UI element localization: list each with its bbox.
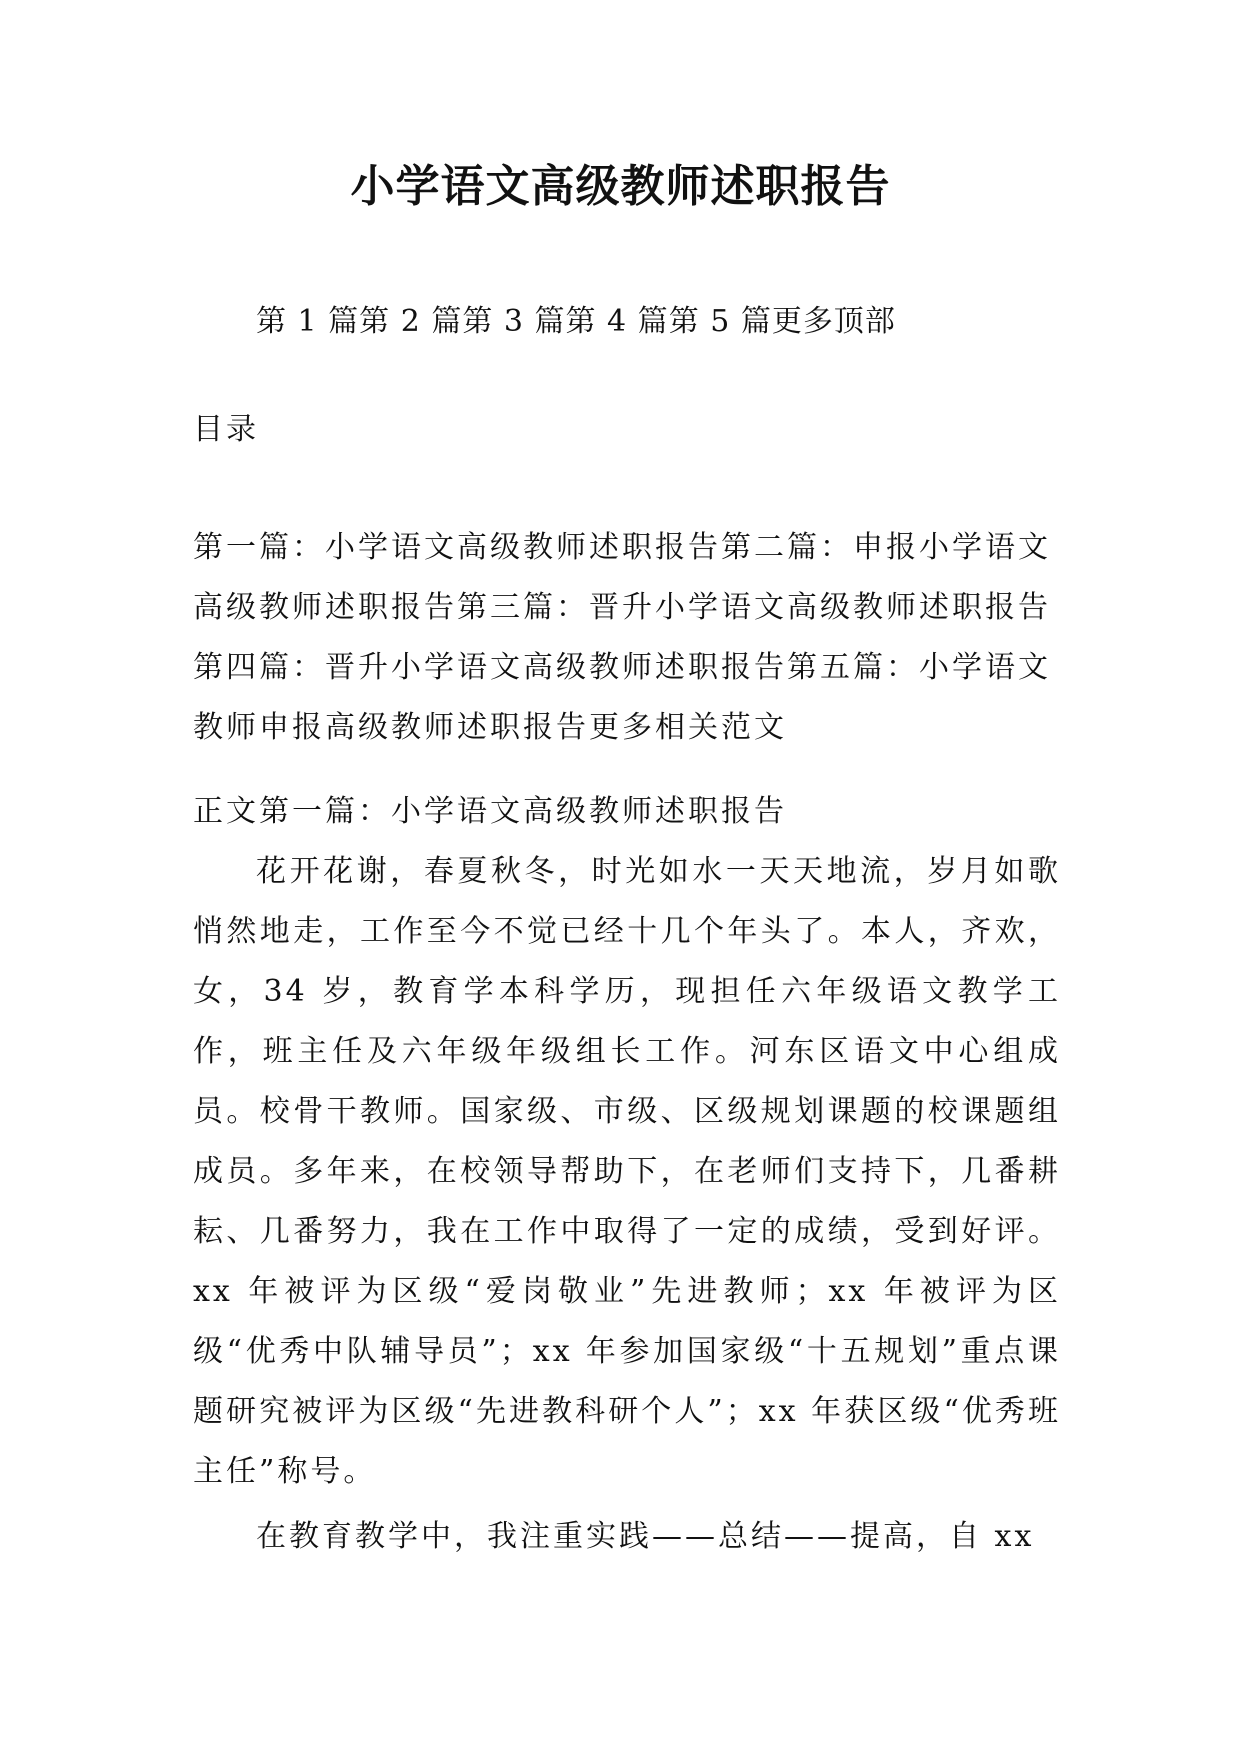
nav-link-more[interactable]: 更多	[771, 304, 834, 339]
nav-link-top[interactable]: 顶部	[833, 304, 896, 339]
body-paragraph: 花开花谢，春夏秋冬，时光如水一天天地流，岁月如歌悄然地走，工作至今不觉已经十几个年头了。本人，齐欢，女，34 岁，教育学本科学历，现担任六年级语文教学工作，班主任及六年级年级组长工作。河东区语文中心组成员。校骨干教师。国家级、市级、区级规划课题的校课题组成员。多年来，在校领导帮助下，在老师们支持下，几番耕耘、几番努力，我在工作中取得了一定的成绩，受到好评。xx 年被评为区级“爱岗敬业”先进教师；xx 年被评为区级“优秀中队辅导员”；xx 年参加国家级“十五规划”重点课题研究被评为区级“先进教科研个人”；xx 年获区级“优秀班主任”称号。	[193, 854, 1061, 1489]
section-nav	[256, 296, 896, 340]
toc-heading: 目录	[193, 412, 259, 447]
toc-list: 第一篇：小学语文高级教师述职报告第二篇：申报小学语文高级教师述职报告第三篇：晋升小学语文高级教师述职报告第四篇：晋升小学语文高级教师述职报告第五篇：小学语文教师申报高级教师述职报告更多相关范文	[193, 530, 1051, 745]
nav-link-part-3[interactable]: 第 3 篇	[462, 304, 566, 339]
body-paragraph: 在教育教学中，我注重实践——总结——提高，自 xx	[256, 1519, 1035, 1554]
nav-link-part-4[interactable]: 第 4 篇	[565, 304, 669, 339]
nav-link-part-1[interactable]: 第 1 篇	[256, 304, 360, 339]
nav-link-part-2[interactable]: 第 2 篇	[359, 304, 463, 339]
nav-link-part-5[interactable]: 第 5 篇	[668, 304, 772, 339]
body-heading: 正文第一篇：小学语文高级教师述职报告	[193, 794, 787, 829]
document-title: 小学语文高级教师述职报告	[350, 161, 891, 212]
